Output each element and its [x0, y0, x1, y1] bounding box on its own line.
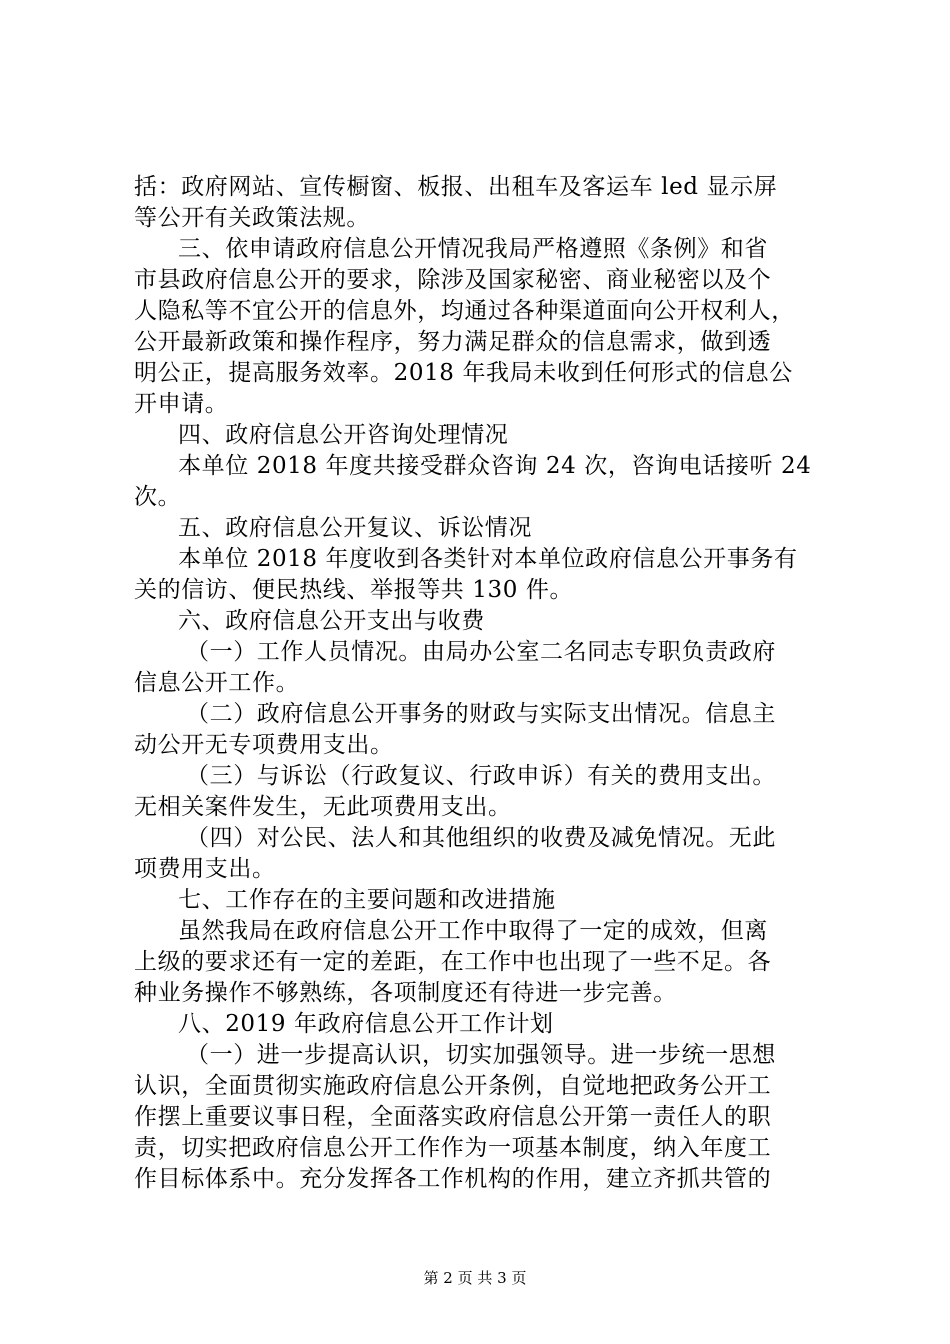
text-line: 无相关案件发生，无此项费用支出。 — [134, 794, 512, 820]
section-heading: 五、政府信息公开复议、诉讼情况 — [178, 515, 532, 541]
text-line: 明公正，提高服务效率。2018 年我局未收到任何形式的信息公 — [134, 360, 793, 386]
page-number: 第 2 页 共 3 页 — [423, 1269, 527, 1287]
subsection-line: （二）政府信息公开事务的财政与实际支出情况。信息主 — [186, 701, 776, 727]
text-line: 等公开有关政策法规。 — [134, 205, 370, 231]
text-line: 作摆上重要议事日程，全面落实政府信息公开第一责任人的职 — [134, 1104, 772, 1130]
text-line: 虽然我局在政府信息公开工作中取得了一定的成效，但离 — [178, 918, 768, 944]
text-line: 动公开无专项费用支出。 — [134, 732, 394, 758]
section-heading: 八、2019 年政府信息公开工作计划 — [178, 1011, 554, 1037]
section-heading: 七、工作存在的主要问题和改进措施 — [178, 887, 556, 913]
text-line: 本单位 2018 年度共接受群众咨询 24 次，咨询电话接听 24 — [178, 453, 812, 479]
text-line: 种业务操作不够熟练，各项制度还有待进一步完善。 — [134, 980, 677, 1006]
section-heading: 三、依申请政府信息公开情况我局严格遵照《条例》和省 — [178, 236, 768, 262]
text-line: 责，切实把政府信息公开工作作为一项基本制度，纳入年度工 — [134, 1135, 772, 1161]
text-line: 括：政府网站、宣传橱窗、板报、出租车及客运车 led 显示屏 — [134, 174, 778, 200]
document-body — [134, 172, 834, 1195]
subsection-line: （一）工作人员情况。由局办公室二名同志专职负责政府 — [186, 639, 776, 665]
text-line: 人隐私等不宜公开的信息外，均通过各种渠道面向公开权利人， — [134, 298, 795, 324]
text-line: 项费用支出。 — [134, 856, 276, 882]
subsection-line: （三）与诉讼（行政复议、行政申诉）有关的费用支出。 — [186, 763, 776, 789]
text-line: 上级的要求还有一定的差距，在工作中也出现了一些不足。各 — [134, 949, 772, 975]
text-line: 市县政府信息公开的要求，除涉及国家秘密、商业秘密以及个 — [134, 267, 772, 293]
text-line: 认识，全面贯彻实施政府信息公开条例，自觉地把政务公开工 — [134, 1073, 772, 1099]
section-heading: 六、政府信息公开支出与收费 — [178, 608, 485, 634]
text-line: 开申请。 — [134, 391, 229, 417]
text-line: 公开最新政策和操作程序，努力满足群众的信息需求，做到透 — [134, 329, 772, 355]
subsection-line: （四）对公民、法人和其他组织的收费及减免情况。无此 — [186, 825, 776, 851]
subsection-line: （一）进一步提高认识，切实加强领导。进一步统一思想 — [186, 1042, 776, 1068]
text-line: 作目标体系中。充分发挥各工作机构的作用，建立齐抓共管的 — [134, 1166, 772, 1192]
text-line: 本单位 2018 年度收到各类针对本单位政府信息公开事务有 — [178, 546, 798, 572]
text-line: 信息公开工作。 — [134, 670, 300, 696]
text-line: 关的信访、便民热线、举报等共 130 件。 — [134, 577, 574, 603]
text-line: 次。 — [134, 484, 182, 510]
section-heading: 四、政府信息公开咨询处理情况 — [178, 422, 509, 448]
